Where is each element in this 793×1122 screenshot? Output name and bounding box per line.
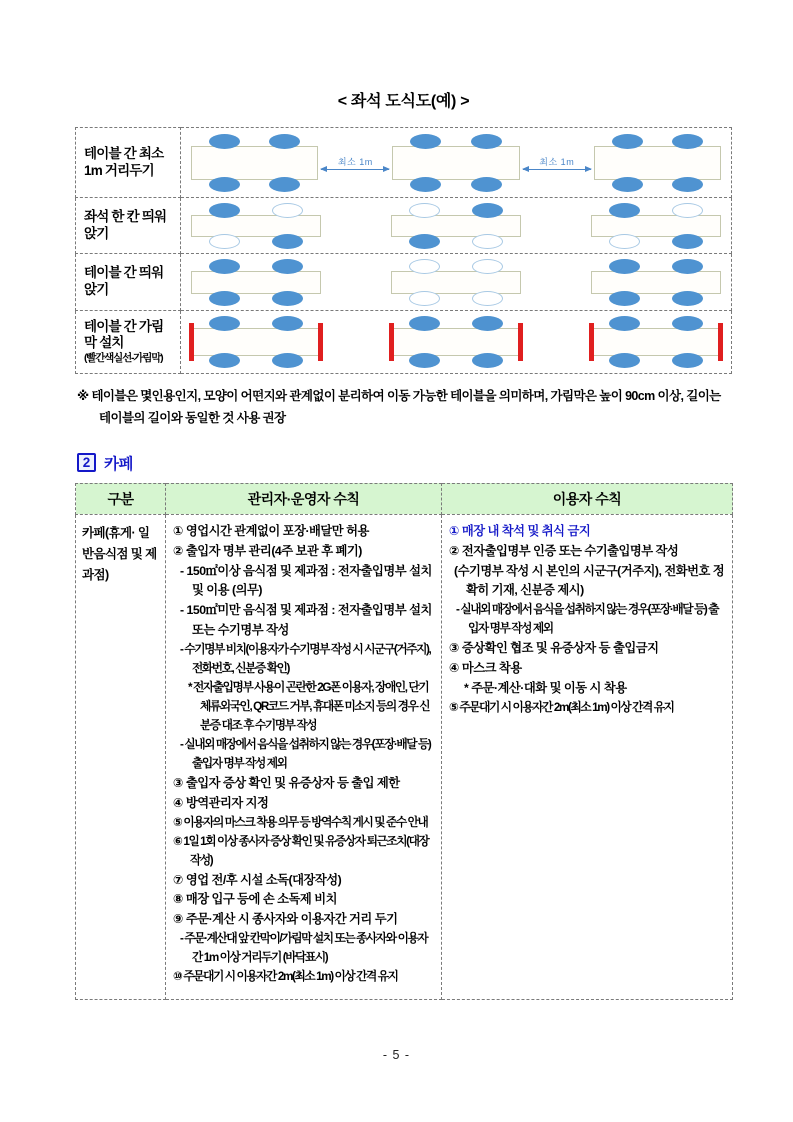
page-title: < 좌석 도식도(예) > (337, 93, 470, 110)
table-rect (594, 146, 721, 180)
section-number-badge: 2 (77, 453, 96, 472)
diagram-row-sublabel: (빨간색실선-가림막) (84, 352, 163, 365)
diagram-table (191, 134, 318, 192)
occupied-seat-icon (269, 134, 300, 149)
empty-seat-icon (472, 291, 503, 306)
rule-item: ⑥ 1일 1회 이상 종사자 증상 확인 및 유증상자 퇴근조치(대장작성) (173, 834, 429, 867)
note-marker: ※ (77, 389, 89, 403)
empty-seat-icon (609, 234, 640, 249)
rule-item: - 실내외 매장에서 음식을 섭취하지 않는 경우(포장·배달 등) 출입자 명부 작성 제외 (456, 603, 719, 636)
partition-bar (589, 323, 594, 361)
empty-seat-icon (409, 203, 440, 218)
diagram-table (191, 316, 321, 368)
occupied-seat-icon (609, 291, 640, 306)
rules-table (75, 483, 733, 1000)
partition-bar (189, 323, 194, 361)
diagram-table (391, 259, 521, 306)
rule-item: ④ 마스크 착용 (449, 661, 522, 676)
occupied-seat-icon (672, 259, 703, 274)
diagram-table (591, 316, 721, 368)
diagram-cell (181, 198, 732, 254)
rule-item: ③ 출입자 증상 확인 및 유증상자 등 출입 제한 (173, 775, 400, 790)
occupied-seat-icon (209, 316, 240, 331)
distance-arrow (318, 155, 392, 170)
partition-bar (718, 323, 723, 361)
double-arrow-icon (321, 169, 389, 170)
diagram-row-canvas (191, 258, 721, 306)
table-rect (191, 271, 321, 294)
rule-item: ① 매장 내 착석 및 취식 금지 (449, 523, 591, 538)
diagram-table (591, 203, 721, 249)
occupied-seat-icon (272, 353, 303, 368)
occupied-seat-icon (471, 177, 502, 192)
occupied-seat-icon (672, 134, 703, 149)
page-content (75, 88, 732, 1000)
rule-item: ④ 방역관리자 지정 (173, 795, 269, 810)
occupied-seat-icon (272, 234, 303, 249)
occupied-seat-icon (209, 291, 240, 306)
table-rect (191, 215, 321, 237)
table-rect (191, 328, 321, 356)
diagram-row (76, 198, 732, 254)
diagram-row (76, 254, 732, 311)
occupied-seat-icon (612, 177, 643, 192)
rule-item: ⑧ 매장 입구 등에 손 소독제 비치 (173, 892, 337, 907)
occupied-seat-icon (612, 134, 643, 149)
diagram-cell (181, 311, 732, 374)
rule-item: (수기명부 작성 시 본인의 시군구(거주지), 전화번호 정확히 기재, 신분증 제시) (454, 563, 725, 598)
diagram-row-label: 테이블 간 최소 1m 거리두기 (76, 128, 181, 198)
occupied-seat-icon (410, 134, 441, 149)
seating-diagram-body (76, 128, 732, 374)
occupied-seat-icon (609, 203, 640, 218)
occupied-seat-icon (209, 177, 240, 192)
partition-bar (318, 323, 323, 361)
diagram-table (391, 203, 521, 249)
seating-diagram-table (75, 127, 732, 374)
diagram-cell (181, 128, 732, 198)
section-header (77, 452, 732, 474)
empty-seat-icon (472, 234, 503, 249)
occupied-seat-icon (209, 259, 240, 274)
occupied-seat-icon (672, 291, 703, 306)
occupied-seat-icon (209, 134, 240, 149)
rule-item: - 150㎡미만 음식점 및 제과점 : 전자출입명부 설치 또는 수기명부 작성 (180, 603, 432, 638)
rule-item: ⑤ 이용자의 마스크 착용 의무 등 방역수칙 게시 및 준수 안내 (173, 815, 428, 829)
diagram-table (191, 203, 321, 249)
category-cell: 카페(휴게· 일반음식점 및 제과점) (76, 514, 166, 999)
diagram-row (76, 311, 732, 374)
rule-item: - 수기명부 비치(이용자가 수기명부 작성 시 시군구(거주지), 전화번호, 신분증 확인) (180, 643, 431, 676)
occupied-seat-icon (472, 353, 503, 368)
rule-item: - 150㎡이상 음식점 및 제과점 : 전자출입명부 설치 및 이용 (의무) (180, 563, 432, 598)
occupied-seat-icon (209, 203, 240, 218)
occupied-seat-icon (609, 316, 640, 331)
rules-header-row (76, 483, 733, 514)
occupied-seat-icon (269, 177, 300, 192)
rule-item: * 주문·계산·대화 및 이동 시 착용 (464, 681, 627, 696)
occupied-seat-icon (409, 316, 440, 331)
diagram-row-label: 좌석 한 칸 띄워앉기 (76, 198, 181, 254)
occupied-seat-icon (609, 259, 640, 274)
table-rect (391, 215, 521, 237)
diagram-cell (181, 254, 732, 311)
rule-item: ① 영업시간 관계없이 포장·배달만 허용 (173, 523, 369, 538)
distance-arrow-label: 최소 1m (539, 157, 575, 167)
table-rect (391, 328, 521, 356)
page-number: - 5 - (382, 1048, 411, 1062)
diagram-row (76, 128, 732, 198)
rule-item: ② 전자출입명부 인증 또는 수기출입명부 작성 (449, 543, 679, 558)
diagram-row-label: 테이블 간 띄워 앉기 (76, 254, 181, 311)
partition-bar (389, 323, 394, 361)
occupied-seat-icon (209, 353, 240, 368)
diagram-row-canvas (191, 202, 721, 249)
empty-seat-icon (409, 259, 440, 274)
header-manager-rules: 관리자·운영자 수칙 (166, 483, 442, 514)
occupied-seat-icon (410, 177, 441, 192)
diagram-row-label: 테이블 간 가림막 설치 (빨간색실선-가림막) (76, 311, 181, 374)
table-rect (391, 271, 521, 294)
diagram-table (391, 316, 521, 368)
table-rect (591, 215, 721, 237)
occupied-seat-icon (672, 234, 703, 249)
occupied-seat-icon (609, 353, 640, 368)
occupied-seat-icon (409, 353, 440, 368)
occupied-seat-icon (272, 316, 303, 331)
double-arrow-icon (523, 169, 591, 170)
empty-seat-icon (409, 291, 440, 306)
distance-arrow (520, 155, 594, 170)
occupied-seat-icon (272, 259, 303, 274)
rule-item: ⑤ 주문대기 시 이용자간 2m(최소 1m) 이상 간격 유지 (449, 701, 674, 714)
occupied-seat-icon (672, 353, 703, 368)
empty-seat-icon (472, 259, 503, 274)
table-rect (392, 146, 519, 180)
diagram-row-canvas (191, 315, 721, 369)
rule-item: ⑩ 주문대기 시 이용자간 2m(최소 1m) 이상 간격 유지 (173, 970, 398, 984)
diagram-table (191, 259, 321, 306)
occupied-seat-icon (471, 134, 502, 149)
rule-item: ⑨ 주문·계산 시 종사자와 이용자간 거리 두기 (173, 912, 398, 927)
occupied-seat-icon (272, 291, 303, 306)
header-category: 구분 (76, 483, 166, 514)
table-note (77, 386, 730, 430)
occupied-seat-icon (672, 177, 703, 192)
note-text: 테이블은 몇인용인지, 모양이 어떤지와 관계없이 분리하여 이동 가능한 테이블을 의미하며, 가림막은 높이 90cm 이상, 길이는 테이블의 길이와 동일한 것 사용 권장 (91, 389, 721, 425)
rule-item: ③ 증상확인 협조 및 유증상자 등 출입금지 (449, 641, 659, 656)
rule-item: - 주문·계산대 앞 칸막이/가림막 설치 또는 종사자와 이용자 간 1m 이상 거리두기 (바닥표시) (180, 932, 428, 965)
rule-item: ⑦ 영업 전/후 시설 소독(대장작성) (173, 872, 342, 887)
diagram-table (594, 134, 721, 192)
empty-seat-icon (272, 203, 303, 218)
diagram-table (392, 134, 519, 192)
rule-item: - 실내외 매장에서 음식을 섭취하지 않는 경우(포장·배달 등) 출입자 명부 작성 제외 (180, 737, 431, 770)
manager-rules-cell (166, 514, 442, 999)
partition-bar (518, 323, 523, 361)
occupied-seat-icon (409, 234, 440, 249)
rule-item: ② 출입자 명부 관리(4주 보관 후 폐기) (173, 543, 362, 558)
rule-item: * 전자출입명부 사용이 곤란한 2G폰 이용자, 장애인, 단기체류외국인, QR코드 거부, 휴대폰 미소지 등의 경우 신분증 대조 후 수기명부 작성 (188, 681, 430, 732)
header-user-rules: 이용자 수칙 (442, 483, 733, 514)
table-rect (191, 146, 318, 180)
rules-body-row (76, 514, 733, 999)
table-rect (591, 328, 721, 356)
user-rules-cell (442, 514, 733, 999)
diagram-row-canvas (191, 132, 721, 193)
empty-seat-icon (209, 234, 240, 249)
occupied-seat-icon (672, 316, 703, 331)
section-title: 카페 (104, 455, 133, 473)
empty-seat-icon (672, 203, 703, 218)
distance-arrow-label: 최소 1m (337, 157, 373, 167)
occupied-seat-icon (472, 316, 503, 331)
diagram-table (591, 259, 721, 306)
table-rect (591, 271, 721, 294)
occupied-seat-icon (472, 203, 503, 218)
